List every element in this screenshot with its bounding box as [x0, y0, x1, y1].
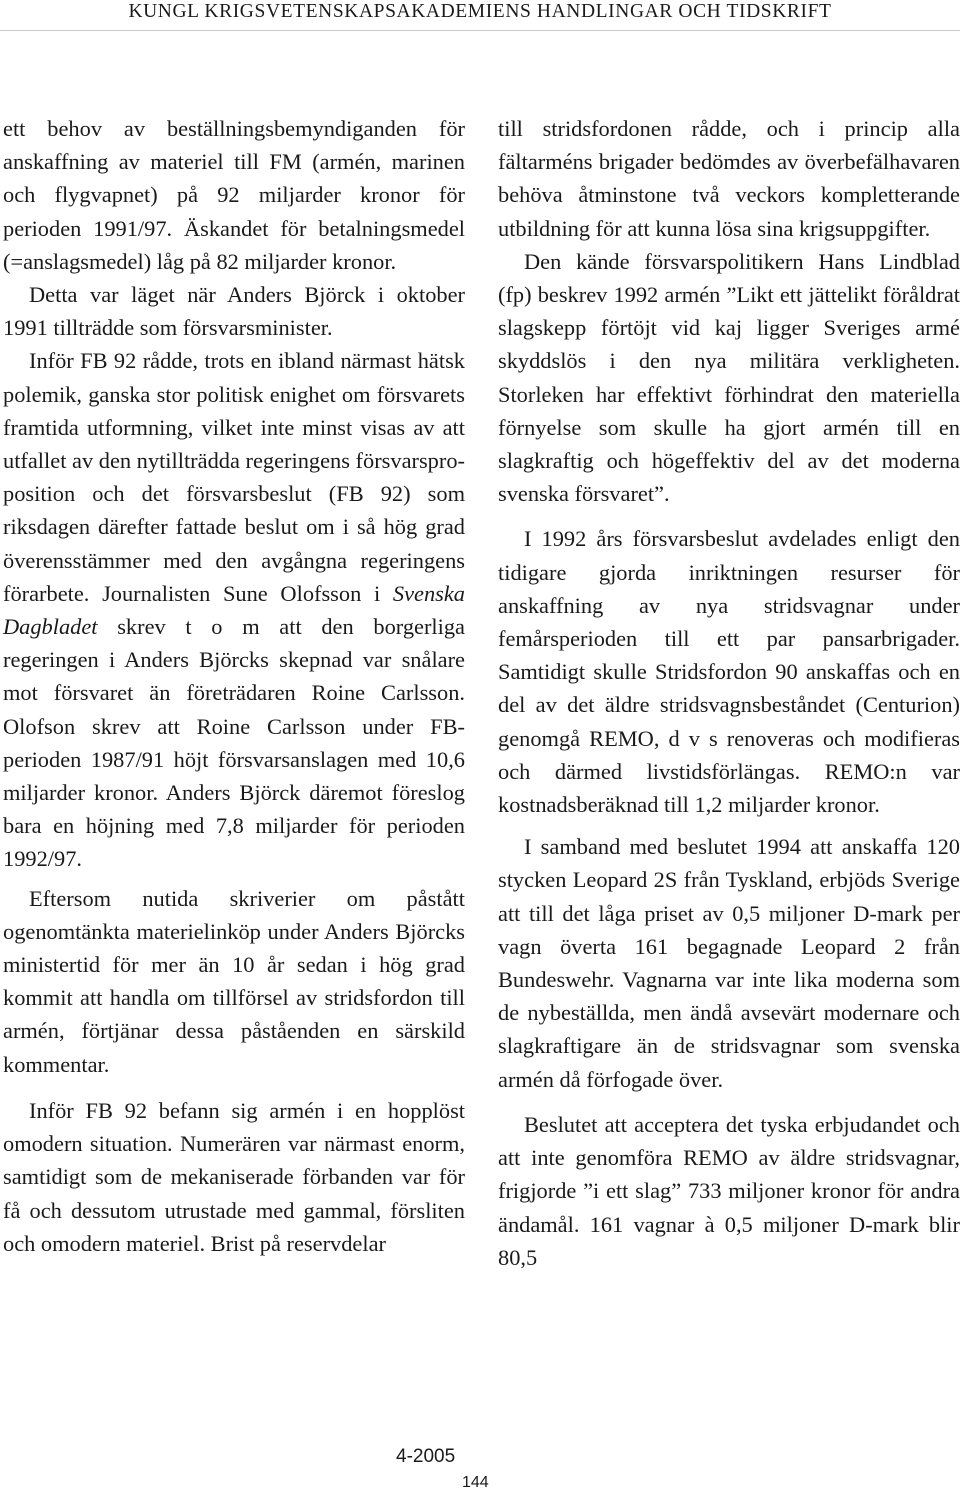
newspaper-title: Svenska Dagbladet	[3, 580, 465, 640]
page-number: 144	[462, 1474, 489, 1491]
header-divider	[0, 30, 960, 31]
left-paragraph-4: Eftersom nutida skriverier om påstått ogenomtänkta materielinköp under Anders Björcks ministertid för mer än 10 år sedan i hög grad kommit att handla om tillförsel av stridsfordon till armén, förtjänar dessa påståenden en särskild kommentar.	[3, 885, 465, 1077]
right-paragraph-3: I 1992 års försvarsbeslut avdelades enligt den tidigare gjorda inriktningen resurser för anskaffning av nya stridsvagnar under femårsperioden till ett par pansarbrigader. Samtidigt skulle Stridsfordon 90 anskaffas och en del av det äldre stridsvagnsbeståndet (Centurion) genomgå REMO, d v s renoveras och modifieras och därmed livstidsförlängas. REMO:n var kostnadsberäknad till 1,2 miljarder kronor.	[498, 526, 960, 818]
right-paragraph-2: Den kände försvarspolitikern Hans Lindblad (fp) beskrev 1992 armén ”Likt ett jättelikt föråldrat slagskepp förtöjt vid kaj ligger Sveriges armé skyddslös i den nya militära verkligheten. Storleken har effektivt förhindrat den materiella förnyelse som skulle ha gjort armén till en slagkraftig och högeffektiv del av det moderna svenska försvaret”.	[498, 248, 960, 507]
left-paragraph-3	[3, 344, 465, 875]
left-paragraph-3-text-a: Inför FB 92 rådde, trots en ibland närmast hätsk polemik, ganska stor politisk enighet om försvarets framtida utformning, vilket inte minst visas av att utfallet av den nytillträdda regeringens försvarsproposition och det försvarsbeslut (FB 92) som riksdagen därefter fattade beslut om i så hög grad överensstämmer med den avgångna regeringens förarbete. Journalisten Sune Olofsson i	[3, 348, 465, 606]
left-paragraph-2: Detta var läget när Anders Björck i oktober 1991 tillträdde som försvarsminister.	[3, 282, 465, 341]
right-paragraph-1: till stridsfordonen rådde, och i princip alla fältarméns brigader bedömdes av överbefälhavaren behöva åtminstone två veckors kompletterande utbildning för att kunna lösa sina krigsuppgifter.	[498, 116, 960, 241]
left-paragraph-3-text-b: skrev t o m att den borgerliga regeringen i Anders Björcks skepnad var snålare mot försvaret än företrädaren Roine Carlsson. Olofson skrev att Roine Carlsson under FB-perioden 1987/91 höjt försvarsanslagen med 10,6 miljarder kronor. Anders Björck däremot föreslog bara en höjning med 7,8 miljarder för perioden 1992/97.	[3, 614, 465, 872]
right-paragraph-4: I samband med beslutet 1994 att anskaffa 120 stycken Leopard 2S från Tyskland, erbjöds Sverige att till det låga priset av 0,5 miljoner D-mark per vagn överta 161 begagnade Leopard 2 från Bundeswehr. Vagnarna var inte lika moderna som de nybeställda, men ändå avsevärt modernare och slagkraftigare än de stridsvagnar som svenska armén då förfogade över.	[498, 834, 960, 1092]
left-column	[3, 112, 465, 1260]
right-paragraph-5: Beslutet att acceptera det tyska erbjudandet och att inte genomföra REMO av äldre stridsvagnar, frigjorde ”i ett slag” 733 miljoner kronor för andra ändamål. 161 vagnar à 0,5 miljoner D-mark blir 80,5	[498, 1111, 960, 1270]
running-head-title: KUNGL KRIGSVETENSKAPSAKADEMIENS HANDLINGAR OCH TIDSKRIFT	[128, 1, 832, 22]
left-paragraph-1: ett behov av beställningsbemyndiganden för anskaffning av materiel till FM (armén, marinen och flygvapnet) på 92 miljarder kronor för perioden 1991/97. Äskandet för betalningsmedel (=anslagsmedel) låg på 82 miljarder kronor.	[3, 116, 465, 274]
issue-number: 4-2005	[396, 1446, 456, 1467]
right-column	[498, 112, 960, 1274]
left-paragraph-5: Inför FB 92 befann sig armén i en hopplöst omodern situation. Numerären var närmast enorm, samtidigt som de mekaniserade förbanden var för få och dessutom utrustade med gammal, försliten och omodern materiel. Brist på reservdelar	[3, 1097, 465, 1256]
